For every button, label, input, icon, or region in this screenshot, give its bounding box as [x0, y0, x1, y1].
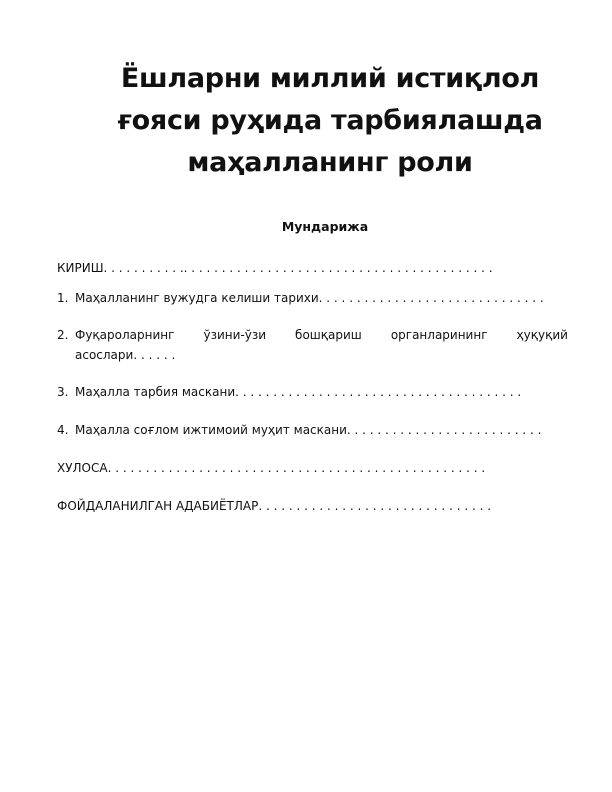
document-title: [90, 58, 570, 184]
toc-entry-2-first-line: [57, 325, 568, 345]
toc-entry-word: Фуқароларнинг: [75, 328, 175, 342]
toc-entry-4: [57, 420, 568, 440]
toc-entry-references: ФОЙДАЛАНИЛГАН АДАБИЁТЛАР. . . . . . . . . . . . . . . . . . . . . . . . . . . . . . .: [57, 499, 492, 513]
toc-entry-word: бошқариш: [295, 328, 362, 342]
toc-entry-1: [57, 288, 568, 308]
toc-entry-text: Маҳалланинг вужудга келиши тарихи. . . . . . . . . . . . . . . . . . . . . . . . . . . . . .: [75, 291, 544, 305]
toc-entry-2: [57, 325, 568, 365]
toc-entry-word: ўзини-ўзи: [203, 328, 267, 342]
title-line-2: ғояси руҳида тарбиялашда: [117, 105, 543, 136]
toc-entry-word: ҳуқуқий: [516, 328, 568, 342]
toc-entry-number: 2.: [57, 328, 69, 342]
toc-entry-word: органларининг: [390, 328, 488, 342]
toc-entry-text: Маҳалла соғлом ижтимоий муҳит маскани. . . . . . . . . . . . . . . . . . . . . . . . . .: [75, 423, 542, 437]
toc-entry-number: 4.: [57, 423, 69, 437]
title-line-1: Ёшларни миллий истиқлол: [120, 63, 540, 94]
toc-entry-text: Маҳалла тарбия маскани. . . . . . . . . . . . . . . . . . . . . . . . . . . . . . . . . . . . . .: [75, 385, 522, 399]
toc-entry-number: 3.: [57, 385, 69, 399]
toc-entry-conclusion: ХУЛОСА. . . . . . . . . . . . . . . . . . . . . . . . . . . . . . . . . . . . . . . . . . . . . . . . . .: [57, 461, 486, 475]
toc-entry-3: [57, 382, 568, 402]
toc-entry-intro: КИРИШ. . . . . . . . . . .. . . . . . . . . . . . . . . . . . . . . . . . . . . . . . . . . . . . . . . . .: [57, 261, 493, 275]
toc-entry-2-continuation: асослари. . . . . .: [75, 348, 176, 362]
toc-heading: Мундарижа: [281, 219, 369, 234]
title-line-3: маҳалланинг роли: [187, 147, 473, 178]
toc-entry-number: 1.: [57, 291, 69, 305]
